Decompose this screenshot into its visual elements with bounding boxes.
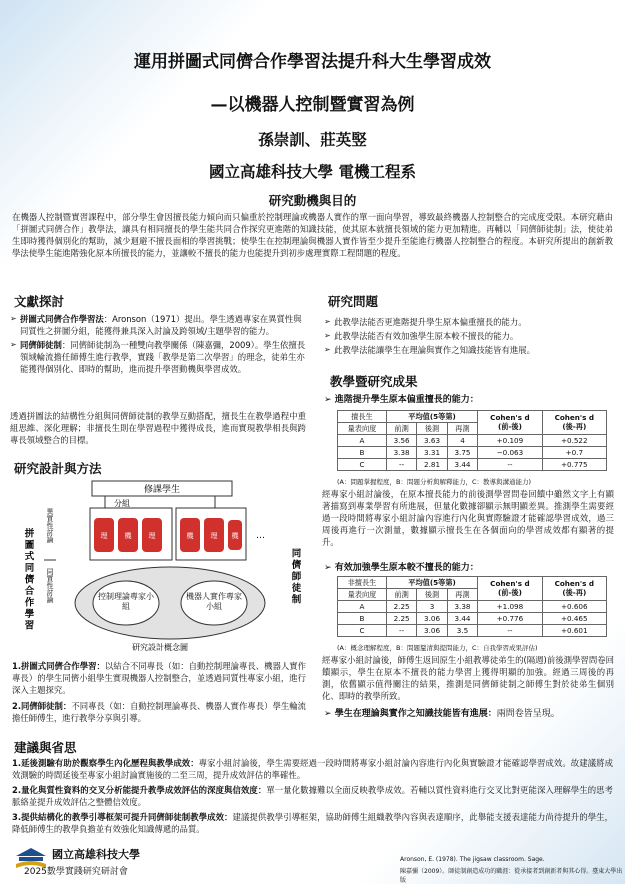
cell: 3.31 bbox=[417, 447, 447, 459]
lit-heading: 文獻探討 bbox=[14, 294, 65, 309]
design-term: 2.同儕師徒制： bbox=[12, 701, 72, 711]
reflection-text: 單一量化數據難以全面反映教學成效。若輔以質性資料進行交叉比對更能深入理解學生的思考脈絡並提升成效評估之整體信效度。 bbox=[12, 785, 613, 807]
cell: -- bbox=[478, 459, 542, 471]
reflection-term: 3.提供結構化的教學引導框架可提升同儕師徒制教學成效： bbox=[12, 812, 233, 822]
cell: B bbox=[338, 447, 387, 459]
lit-summary: 透過拼圖法的結構性分組與同儕師徒制的教學互動搭配，擅長生在教學過程中重組思維、深化理解；非擅長生則在學習過程中獲得成長，進而實現教學相長與跨專長領域整合的目標。 bbox=[10, 411, 306, 445]
diagram-right-label: 同儕師徒制 bbox=[289, 548, 301, 606]
lit-term: 同儕師徒制 bbox=[20, 340, 62, 350]
d-sub: (後-再) bbox=[562, 588, 587, 597]
cell: 2.81 bbox=[417, 459, 447, 471]
results-sub1-text: 進階提升學生原本偏重擅長的能力： bbox=[334, 395, 479, 405]
cell: −0.063 bbox=[478, 447, 542, 459]
design-heading: 研究設計與方法 bbox=[14, 461, 102, 476]
cell: 3.44 bbox=[447, 613, 477, 625]
diagram-homo-label: 同質性討論 bbox=[46, 568, 54, 603]
table-header: 平均值(5等第) bbox=[386, 577, 477, 589]
lit-text: ：Aronson（1971）提出。學生透過專家在異質性與同質性之拼圖分組，能獲得兼具深入討論及跨領域/主題學習的能力。 bbox=[20, 314, 302, 336]
motivation-text: 在機器人控制暨實習課程中，部分學生會因擅長能力傾向而只偏重於控制理論或機器人實作的單一面向學習，導致最終機器人控制整合的完成度受限。本研究藉由「拼圖式同儕合作」教學法，讓具有相同擅長的學生能共同合作探究更進階的知識技能，使其原本就擅長領域的能力更加精進。再輔以「同儕師徒制」法，使徒弟生即時獲得個別化的幫助，減少迴避不擅長面相的學習挑戰；使學生在控制理論與機器人實作皆至少提升至能進行機器人控制整合的程度。本研究所提出的創新教學法使學生能進階強化原本所擅長的能力，並讓較不擅長的能力也能提升到初步處理實際工程問題的程度。 bbox=[12, 212, 613, 258]
diagram-ellipsis: … bbox=[256, 531, 265, 541]
affiliation: 國立高雄科技大學 電機工程系 bbox=[209, 163, 416, 181]
table-header: 再測 bbox=[447, 423, 477, 435]
results-heading: 教學暨研究成果 bbox=[330, 374, 418, 389]
table1-note: (A：問題掌握程度，B：問題分析與解釋能力，C：教導與溝通能力) bbox=[337, 478, 532, 486]
cell: +0.775 bbox=[542, 459, 606, 471]
cell: +0.522 bbox=[542, 435, 606, 447]
results-sub2-text: 有效加強學生原本較不擅長的能力： bbox=[334, 563, 479, 573]
reflection-heading: 建議與省思 bbox=[14, 740, 77, 755]
results-text2: 經專家小組討論後，師傅生返回原生小組教導徒弟生的(隔週)前後測學習問卷回饋顯示，學生在原本不擅長的能力學習上獲得明顯的加強。經過三周後的再測，依舊顯示值得關注的結果，推測是同儕師徒制之師傅生對於徒弟生個別化、即時的教學所致。 bbox=[322, 655, 614, 701]
motivation-heading: 研究動機與目的 bbox=[268, 193, 357, 208]
results-sub1: ➢ 進階提升學生原本偏重擅長的能力： bbox=[324, 395, 479, 405]
table-header: 非擅長生 bbox=[338, 577, 387, 589]
design-item-2 bbox=[12, 700, 306, 724]
diagram-grouping-label: 分組 bbox=[114, 499, 130, 508]
diagram-group1: 控制理論專家小組 bbox=[98, 592, 154, 611]
cell: -- bbox=[478, 625, 542, 637]
lit-item bbox=[10, 313, 306, 337]
reflection-text: 專家小組討論後，學生需要經過一段時間將專家小組討論內容進行內化與實驗證才能確認學習成效。故建議將成效測驗的時間延後至專家小組討論實施後的二至三周，提升成效評估的準確性。 bbox=[12, 758, 613, 780]
table-strengths bbox=[337, 410, 607, 471]
cell: C bbox=[338, 459, 387, 471]
results-text1: 經專家小組討論後，在原本擅長能力的前後測學習問卷回饋中雖然文字上有顯著描寫到專業學習有所進展，但量化數據卻顯示無明顯差異。推測學生需要經過一段時間將專家小組討論內容進行內化與實際驗證才能確認學習成效，過三周後再進行一次測量，數據顯示擅長生在各個面向的學習成效都有顯著的提升。 bbox=[322, 489, 614, 547]
question-item: ➢ 此教學法能否有效加強學生原本較不擅長的能力。 bbox=[324, 330, 616, 342]
table-header: 前測 bbox=[386, 589, 416, 601]
reflection-item-1 bbox=[12, 757, 613, 781]
cell: B bbox=[338, 613, 387, 625]
results-sub3-desc: 兩問卷皆呈現。 bbox=[496, 709, 560, 719]
figure-label: 機 bbox=[124, 532, 132, 540]
footer-ref1: Aronson, E. (1978). The jigsaw classroom. Sage. bbox=[400, 856, 545, 863]
table-header: 後測 bbox=[417, 589, 447, 601]
lit-term: 拼圖式同儕合作學習法 bbox=[20, 314, 104, 324]
cell: 2.25 bbox=[386, 601, 416, 613]
cell: 4 bbox=[447, 435, 477, 447]
table-header: 量表向度 bbox=[338, 589, 387, 601]
reflection-item-2 bbox=[12, 784, 613, 808]
cell: +0.601 bbox=[542, 625, 606, 637]
cell: +0.109 bbox=[478, 435, 542, 447]
d-sub: (前-後) bbox=[497, 422, 522, 431]
cell: 3.38 bbox=[447, 601, 477, 613]
results-sub2: ➢ 有效加強學生原本較不擅長的能力： bbox=[324, 563, 479, 573]
figure-label: 理 bbox=[148, 532, 156, 540]
d-sub: (前-後) bbox=[497, 588, 522, 597]
question-item: ➢ 此教學法能否更進階提升學生原本偏重擅長的能力。 bbox=[324, 316, 616, 328]
cell: -- bbox=[386, 459, 416, 471]
table-header bbox=[542, 411, 606, 435]
cell: 3.06 bbox=[417, 625, 447, 637]
table-row bbox=[338, 435, 607, 447]
questions-list bbox=[324, 316, 616, 358]
cell: +0.7 bbox=[542, 447, 606, 459]
table-row bbox=[338, 613, 607, 625]
figure-label: 機 bbox=[186, 532, 194, 540]
cell: 3.75 bbox=[447, 447, 477, 459]
results-sub3-text: 學生在理論與實作之知識技能皆有進展： bbox=[334, 709, 497, 719]
cell: 3.38 bbox=[386, 447, 416, 459]
authors: 孫崇訓、莊英竪 bbox=[258, 131, 367, 149]
d-label: Cohen's d bbox=[490, 413, 530, 422]
cell: +0.776 bbox=[478, 613, 542, 625]
design-text: 以結合不同專長（如：自動控制理論專長、機器人實作專長）的學生同儕小組學生實現機器人控制整合，並透過同質性專家小組，進行深入主題探究。 bbox=[12, 661, 307, 695]
questions-heading: 研究問題 bbox=[328, 294, 379, 309]
table-row bbox=[338, 601, 607, 613]
cell: +1.098 bbox=[478, 601, 542, 613]
cell: C bbox=[338, 625, 387, 637]
diagram-caption: 研究設計概念圖 bbox=[132, 643, 188, 652]
cell: +0.606 bbox=[542, 601, 606, 613]
reflection-term: 2.量化與質性資料的交叉分析能提升教學成效評估的深度與信效度： bbox=[12, 785, 267, 795]
cell: 3.56 bbox=[386, 435, 416, 447]
table-header: 後測 bbox=[417, 423, 447, 435]
cell: -- bbox=[386, 625, 416, 637]
lit-item bbox=[10, 339, 306, 375]
footer-school: 國立高雄科技大學 bbox=[52, 848, 140, 861]
table-row bbox=[338, 625, 607, 637]
cell: 3.5 bbox=[447, 625, 477, 637]
table2-note: (A：概念理解程度，B：問題釐清與提問能力，C：自我學習成果評估) bbox=[337, 644, 538, 652]
lit-list bbox=[10, 313, 306, 377]
diagram-hetero-label: 異質性討論 bbox=[46, 508, 54, 543]
footer-ref2: 陳嘉彌（2009）。師徒制創造成功的職涯：從承接者到創新者與其心得。臺東大學出版 bbox=[400, 868, 623, 884]
cell: A bbox=[338, 435, 387, 447]
table-header bbox=[478, 411, 542, 435]
poster-title: 運用拼圖式同儕合作學習法提升科大生學習成效 bbox=[134, 52, 491, 72]
table-row bbox=[338, 459, 607, 471]
table-weaknesses bbox=[337, 576, 607, 637]
poster-subtitle: —以機器人控制暨實習為例 bbox=[210, 95, 415, 115]
cell: 3.44 bbox=[447, 459, 477, 471]
table-header: 量表向度 bbox=[338, 423, 387, 435]
cell: 3.63 bbox=[417, 435, 447, 447]
cell: A bbox=[338, 601, 387, 613]
figure-label: 理 bbox=[210, 532, 218, 540]
diagram-left-label: 拼圖式同儕合作學習 bbox=[22, 528, 34, 632]
table-header: 前測 bbox=[386, 423, 416, 435]
table-header: 擅長生 bbox=[338, 411, 387, 423]
d-label: Cohen's d bbox=[554, 413, 595, 422]
diagram-students-label: 修課學生 bbox=[143, 485, 181, 495]
research-design-diagram bbox=[10, 478, 306, 652]
lit-text: ：同儕師徒制為一種雙向教學關係（陳嘉彌，2009）。學生依擅長領域輪流擔任師傅生進行教學，實踐「教學是第二次學習」的理念，徒弟生亦能獲得個別化、即時的幫助，進而提升學習動機與學習成效。 bbox=[20, 340, 306, 374]
cell: 3.06 bbox=[417, 613, 447, 625]
design-text: 不同專長（如：自動控制理論專長、機器人實作專長）學生輪流擔任師傅生，進行教學分享與引導。 bbox=[12, 701, 306, 723]
design-term: 1.拼圖式同儕合作學習： bbox=[12, 661, 105, 671]
table-header: 再測 bbox=[447, 589, 477, 601]
design-item-1 bbox=[12, 660, 306, 696]
table-header bbox=[542, 577, 606, 601]
figure-label: 理 bbox=[100, 532, 108, 540]
cell: +0.465 bbox=[542, 613, 606, 625]
diagram-group2: 機器人實作專家小組 bbox=[186, 592, 242, 611]
results-sub3: ➢ 學生在理論與實作之知識技能皆有進展：兩問卷皆呈現。 bbox=[324, 709, 560, 719]
figure-label: 機 bbox=[231, 532, 239, 540]
d-label: Cohen's d bbox=[554, 579, 595, 588]
question-item: ➢ 此教學法能讓學生在理論與實作之知識技能皆有進展。 bbox=[324, 344, 616, 356]
reflection-text: 建議提供教學引導框架，協助師傅生組織教學內容與表達順序，此舉能支援表達能力尚待提升的學生，降低師傅生的教學負擔並有效強化知識傳遞的品質。 bbox=[12, 812, 613, 834]
d-label: Cohen's d bbox=[490, 579, 530, 588]
table-row bbox=[338, 447, 607, 459]
table-header bbox=[478, 577, 542, 601]
reflection-term: 1.延後測驗有助於觀察學生內化歷程與教學成效： bbox=[12, 758, 199, 768]
reflection-item-3 bbox=[12, 811, 613, 835]
d-sub: (後-再) bbox=[562, 422, 587, 431]
cell: 2.25 bbox=[386, 613, 416, 625]
table-header: 平均值(5等第) bbox=[386, 411, 477, 423]
cell: 3 bbox=[417, 601, 447, 613]
footer-event: 2025數學實踐研究研討會 bbox=[24, 867, 128, 877]
